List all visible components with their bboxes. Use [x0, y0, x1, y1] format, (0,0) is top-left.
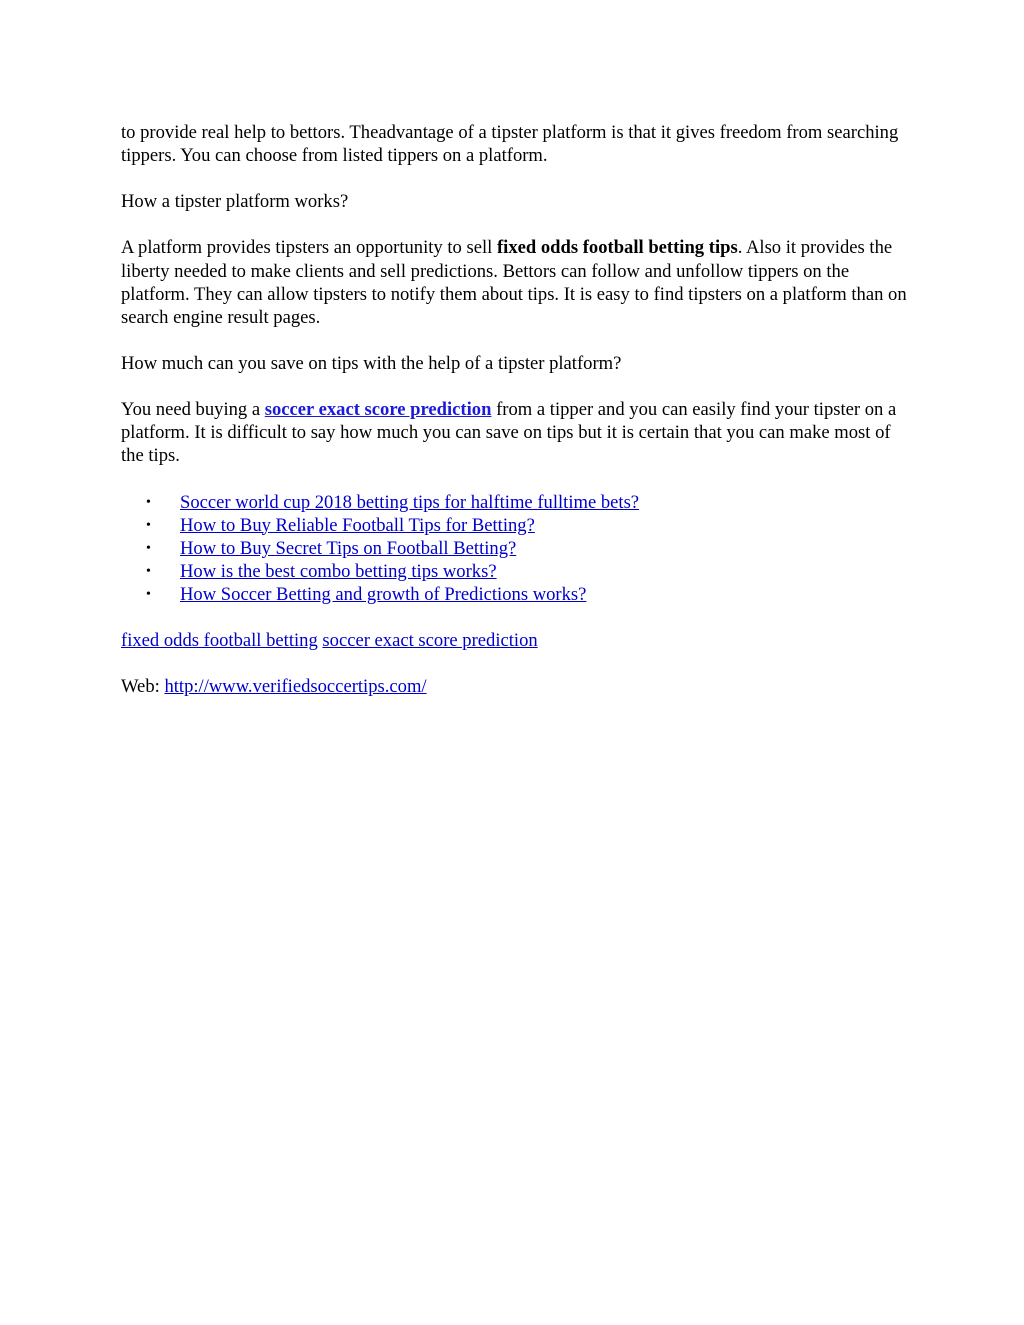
related-link[interactable]: How Soccer Betting and growth of Predictions works?: [180, 583, 587, 605]
document-page: [121, 121, 911, 721]
section-heading-how-much-save: How much can you save on tips with the help of a tipster platform?: [121, 352, 622, 374]
tag-link-exact-score[interactable]: soccer exact score prediction: [322, 630, 538, 652]
bullet-icon: •: [146, 540, 151, 556]
bold-keyword: fixed odds football betting tips: [496, 237, 738, 259]
paragraph-text-end: . Also it provides the liberty needed to make clients and sell predictions. Bettors can follow and unfollow tippers on the platform. They can allow tipsters to notify them about tips. It is easy to find tipsters on a platform than on search engine result pages.: [121, 237, 907, 328]
intro-paragraph: to provide real help to bettors. Theadvantage of a tipster platform is that it gives freedom from searching tippers. You can choose from listed tippers on a platform.: [121, 122, 899, 167]
list-item: [121, 560, 911, 583]
tag-link-fixed-odds[interactable]: fixed odds football betting: [121, 630, 318, 652]
list-item: [121, 583, 911, 606]
related-link[interactable]: How to Buy Reliable Football Tips for Betting?: [180, 514, 535, 536]
paragraph-text-end: from a tipper and you can easily find your tipster on a platform. It is difficult to say how much you can save on tips but it is certain that you can make most of the tips.: [121, 399, 897, 467]
related-links-list: [121, 491, 911, 606]
section-heading-how-platform-works: How a tipster platform works?: [121, 191, 349, 213]
bullet-icon: •: [146, 494, 151, 510]
related-link[interactable]: Soccer world cup 2018 betting tips for halftime fulltime bets?: [180, 491, 640, 513]
platform-description-paragraph: [121, 236, 911, 328]
list-item: [121, 537, 911, 560]
related-link[interactable]: How is the best combo betting tips works?: [180, 560, 497, 582]
web-line: [121, 675, 911, 698]
paragraph-text-start: A platform provides tipsters an opportunity to sell: [121, 237, 497, 259]
bullet-icon: •: [146, 563, 151, 579]
related-link[interactable]: How to Buy Secret Tips on Football Betting?: [180, 537, 517, 559]
bullet-icon: •: [146, 586, 151, 602]
website-url-link[interactable]: http://www.verifiedsoccertips.com/: [164, 676, 427, 698]
list-item: [121, 491, 911, 514]
buying-paragraph: [121, 398, 911, 467]
bullet-icon: •: [146, 517, 151, 533]
tag-links-row: [121, 629, 911, 652]
soccer-exact-score-prediction-link[interactable]: soccer exact score prediction: [264, 399, 492, 421]
paragraph-text-start: You need buying a: [121, 399, 265, 421]
list-item: [121, 514, 911, 537]
web-label: Web:: [121, 676, 165, 698]
